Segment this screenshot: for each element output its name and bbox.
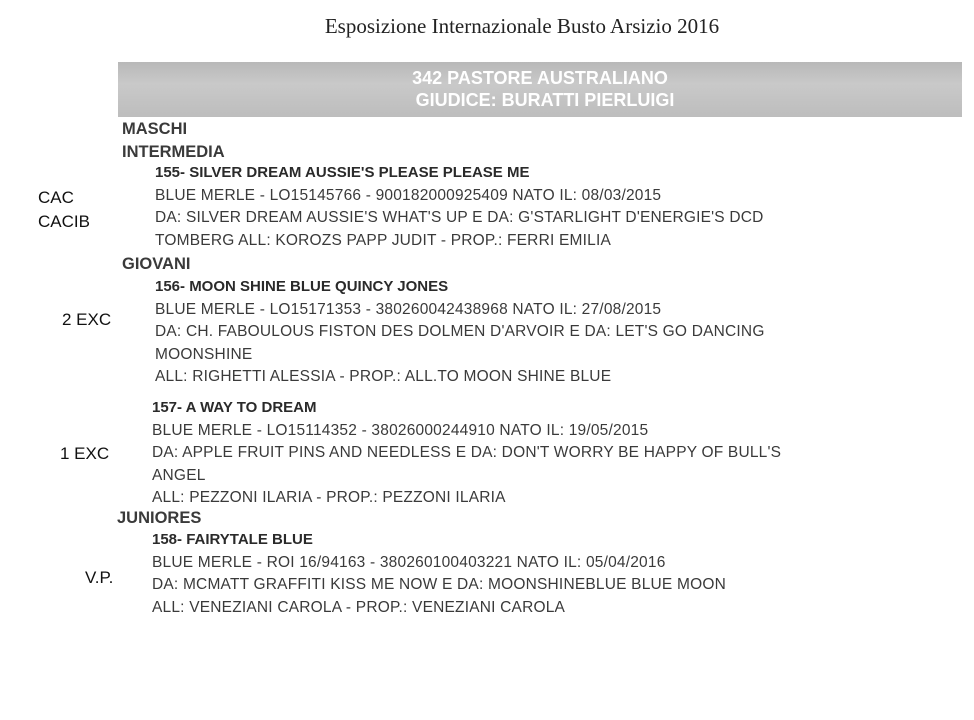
entry-line: MOONSHINE <box>155 345 253 363</box>
award-156 <box>62 308 111 332</box>
section-maschi: MASCHI <box>122 120 188 138</box>
entry-line: DA: SILVER DREAM AUSSIE'S WHAT'S UP E DA: G'STARLIGHT D'ENERGIE'S DCD <box>155 209 764 226</box>
award-157 <box>60 442 109 466</box>
dog-name: 155- SILVER DREAM AUSSIE'S PLEASE PLEASE ME <box>155 164 530 181</box>
entry-line: ANGEL <box>152 466 206 484</box>
dog-name: 158- FAIRYTALE BLUE <box>152 531 313 548</box>
entry-line: BLUE MERLE - LO15114352 - 38026000244910 NATO IL: 19/05/2015 <box>152 421 649 439</box>
entry-158 <box>152 529 726 619</box>
award-line: V.P. <box>85 568 114 587</box>
breed-heading: 342 PASTORE AUSTRALIANO <box>412 68 668 88</box>
entry-line: DA: CH. FABOULOUS FISTON DES DOLMEN D'ARVOIR E DA: LET'S GO DANCING <box>155 323 765 340</box>
entry-157 <box>152 397 781 510</box>
award-158 <box>85 566 113 590</box>
dog-name: 156- MOON SHINE BLUE QUINCY JONES <box>155 278 449 295</box>
entry-line: BLUE MERLE - ROI 16/94163 - 380260100403221 NATO IL: 05/04/2016 <box>152 553 666 571</box>
entry-line: BLUE MERLE - LO15171353 - 380260042438968 NATO IL: 27/08/2015 <box>155 300 662 318</box>
award-line: 1 EXC <box>60 444 110 463</box>
entry-line: TOMBERG ALL: KOROZS PAPP JUDIT - PROP.: FERRI EMILIA <box>155 231 611 249</box>
entry-line: ALL: PEZZONI ILARIA - PROP.: PEZZONI ILARIA <box>152 489 506 506</box>
judge-heading: GIUDICE: BURATTI PIERLUIGI <box>415 90 675 110</box>
entry-155 <box>155 162 764 252</box>
entry-line: DA: APPLE FRUIT PINS AND NEEDLESS E DA: DON'T WORRY BE HAPPY OF BULL'S <box>152 444 782 461</box>
award-155 <box>38 186 90 234</box>
entry-line: DA: MCMATT GRAFFITI KISS ME NOW E DA: MOONSHINEBLUE BLUE MOON <box>152 576 726 593</box>
award-line: CAC <box>38 188 74 207</box>
entry-156 <box>155 276 765 389</box>
entry-line: BLUE MERLE - LO15145766 - 900182000925409 NATO IL: 08/03/2015 <box>155 186 662 204</box>
section-giovani: GIOVANI <box>122 255 191 273</box>
award-line: 2 EXC <box>62 310 112 329</box>
section-intermedia: INTERMEDIA <box>122 143 225 161</box>
award-line: CACIB <box>38 212 90 231</box>
dog-name: 157- A WAY TO DREAM <box>152 399 317 416</box>
entry-line: ALL: RIGHETTI ALESSIA - PROP.: ALL.TO MOON SHINE BLUE <box>155 368 612 385</box>
breed-banner <box>118 62 962 117</box>
document-title: Esposizione Internazionale Busto Arsizio 2016 <box>324 14 720 38</box>
entry-line: ALL: VENEZIANI CAROLA - PROP.: VENEZIANI CAROLA <box>152 598 566 616</box>
section-juniores: JUNIORES <box>117 509 202 527</box>
